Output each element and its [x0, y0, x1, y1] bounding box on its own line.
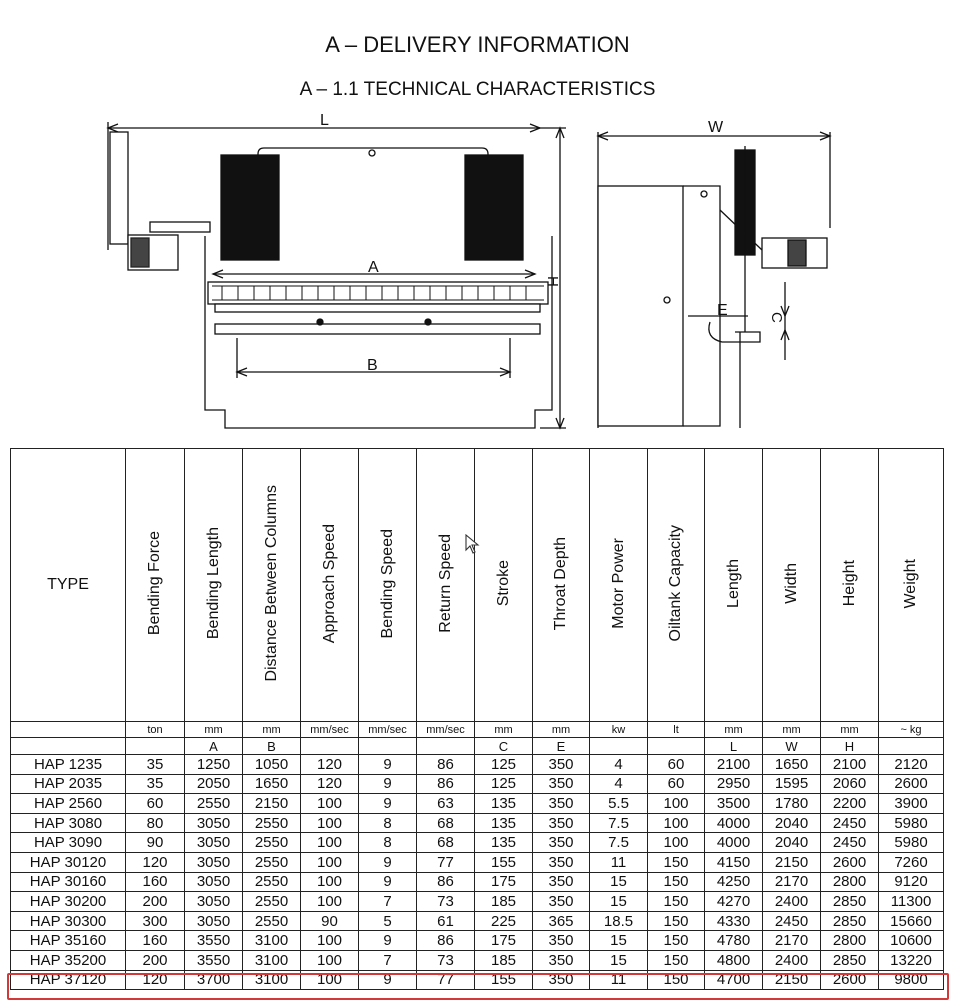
table-row	[11, 950, 944, 970]
column-header: Length	[705, 449, 763, 722]
value-cell: 150	[648, 950, 705, 970]
value-cell: 1650	[763, 755, 821, 775]
dimension-letters-row	[11, 738, 944, 755]
value-cell: 2120	[879, 755, 944, 775]
value-cell: 3050	[185, 911, 243, 931]
value-cell: 350	[533, 970, 590, 990]
letter-cell: B	[243, 738, 301, 755]
unit-cell: mm	[705, 722, 763, 738]
column-header: Throat Depth	[533, 449, 590, 722]
value-cell: 2600	[821, 970, 879, 990]
value-cell: 3050	[185, 852, 243, 872]
value-cell: 68	[417, 833, 475, 853]
value-cell: 125	[475, 774, 533, 794]
value-cell: 4800	[705, 950, 763, 970]
value-cell: 300	[126, 911, 185, 931]
table-row	[11, 931, 944, 951]
mouse-cursor-icon	[465, 534, 481, 556]
value-cell: 350	[533, 872, 590, 892]
value-cell: 150	[648, 872, 705, 892]
value-cell: 2040	[763, 813, 821, 833]
value-cell: 3100	[243, 931, 301, 951]
value-cell: 2550	[243, 892, 301, 912]
value-cell: 7.5	[590, 833, 648, 853]
model-cell: HAP 30200	[11, 892, 126, 912]
unit-cell: mm	[763, 722, 821, 738]
value-cell: 2550	[243, 872, 301, 892]
value-cell: 9	[359, 970, 417, 990]
value-cell: 350	[533, 833, 590, 853]
table-row-highlighted	[11, 970, 944, 990]
value-cell: 2450	[821, 833, 879, 853]
value-cell: 3500	[705, 794, 763, 814]
value-cell: 10600	[879, 931, 944, 951]
value-cell: 2060	[821, 774, 879, 794]
unit-cell: mm	[185, 722, 243, 738]
value-cell: 160	[126, 872, 185, 892]
value-cell: 15	[590, 872, 648, 892]
value-cell: 350	[533, 755, 590, 775]
label-l: L	[320, 112, 329, 129]
letter-cell	[417, 738, 475, 755]
value-cell: 100	[301, 794, 359, 814]
column-header-type: TYPE	[11, 449, 126, 722]
value-cell: 4150	[705, 852, 763, 872]
unit-cell: ~ kg	[879, 722, 944, 738]
value-cell: 18.5	[590, 911, 648, 931]
value-cell: 60	[648, 755, 705, 775]
value-cell: 3050	[185, 833, 243, 853]
value-cell: 2800	[821, 872, 879, 892]
value-cell: 9	[359, 794, 417, 814]
table-row	[11, 774, 944, 794]
value-cell: 2600	[821, 852, 879, 872]
value-cell: 3700	[185, 970, 243, 990]
value-cell: 86	[417, 872, 475, 892]
value-cell: 1050	[243, 755, 301, 775]
value-cell: 80	[126, 813, 185, 833]
page-title: A – DELIVERY INFORMATION	[325, 32, 630, 57]
value-cell: 100	[301, 872, 359, 892]
value-cell: 4250	[705, 872, 763, 892]
value-cell: 2150	[763, 970, 821, 990]
value-cell: 2400	[763, 950, 821, 970]
model-cell: HAP 35160	[11, 931, 126, 951]
model-cell: HAP 3080	[11, 813, 126, 833]
letter-cell	[359, 738, 417, 755]
value-cell: 4330	[705, 911, 763, 931]
value-cell: 2100	[705, 755, 763, 775]
table-row	[11, 911, 944, 931]
unit-cell: mm/sec	[301, 722, 359, 738]
value-cell: 9	[359, 755, 417, 775]
unit-cell: kw	[590, 722, 648, 738]
value-cell: 4700	[705, 970, 763, 990]
column-header: Weight	[879, 449, 944, 722]
value-cell: 2040	[763, 833, 821, 853]
label-a: A	[368, 259, 379, 276]
unit-cell: mm	[533, 722, 590, 738]
value-cell: 2170	[763, 872, 821, 892]
value-cell: 13220	[879, 950, 944, 970]
value-cell: 100	[301, 970, 359, 990]
value-cell: 9	[359, 931, 417, 951]
column-header: Bending Force	[126, 449, 185, 722]
value-cell: 11	[590, 970, 648, 990]
value-cell: 2850	[821, 892, 879, 912]
value-cell: 9	[359, 872, 417, 892]
value-cell: 4000	[705, 813, 763, 833]
value-cell: 155	[475, 970, 533, 990]
value-cell: 9	[359, 774, 417, 794]
unit-cell: mm	[475, 722, 533, 738]
value-cell: 350	[533, 774, 590, 794]
value-cell: 3550	[185, 950, 243, 970]
value-cell: 100	[301, 852, 359, 872]
value-cell: 1595	[763, 774, 821, 794]
unit-cell: mm/sec	[417, 722, 475, 738]
value-cell: 9120	[879, 872, 944, 892]
value-cell: 9	[359, 852, 417, 872]
value-cell: 5980	[879, 833, 944, 853]
value-cell: 150	[648, 931, 705, 951]
unit-cell: mm/sec	[359, 722, 417, 738]
value-cell: 2100	[821, 755, 879, 775]
value-cell: 120	[126, 970, 185, 990]
value-cell: 1250	[185, 755, 243, 775]
letter-cell: W	[763, 738, 821, 755]
unit-cell: mm	[821, 722, 879, 738]
value-cell: 100	[301, 892, 359, 912]
value-cell: 2200	[821, 794, 879, 814]
value-cell: 150	[648, 970, 705, 990]
value-cell: 4270	[705, 892, 763, 912]
column-header: Oiltank Capacity	[648, 449, 705, 722]
value-cell: 5	[359, 911, 417, 931]
letter-cell	[590, 738, 648, 755]
value-cell: 100	[301, 950, 359, 970]
control-panel-icon	[131, 238, 149, 267]
table-row	[11, 794, 944, 814]
value-cell: 5980	[879, 813, 944, 833]
value-cell: 185	[475, 950, 533, 970]
value-cell: 135	[475, 794, 533, 814]
value-cell: 4780	[705, 931, 763, 951]
value-cell: 5.5	[590, 794, 648, 814]
value-cell: 9800	[879, 970, 944, 990]
value-cell: 4	[590, 755, 648, 775]
value-cell: 150	[648, 911, 705, 931]
value-cell: 100	[648, 833, 705, 853]
table-row	[11, 755, 944, 775]
model-cell: HAP 35200	[11, 950, 126, 970]
letter-cell	[879, 738, 944, 755]
value-cell: 350	[533, 892, 590, 912]
letter-cell	[648, 738, 705, 755]
unit-cell: lt	[648, 722, 705, 738]
column-header: Height	[821, 449, 879, 722]
value-cell: 90	[126, 833, 185, 853]
table-row	[11, 813, 944, 833]
value-cell: 2550	[185, 794, 243, 814]
table-row	[11, 833, 944, 853]
value-cell: 175	[475, 872, 533, 892]
value-cell: 120	[301, 774, 359, 794]
value-cell: 61	[417, 911, 475, 931]
letter-cell: A	[185, 738, 243, 755]
value-cell: 3050	[185, 892, 243, 912]
value-cell: 100	[648, 813, 705, 833]
column-header: Return Speed	[417, 449, 475, 722]
value-cell: 35	[126, 755, 185, 775]
model-cell: HAP 2560	[11, 794, 126, 814]
letter-cell	[126, 738, 185, 755]
value-cell: 3900	[879, 794, 944, 814]
value-cell: 120	[126, 852, 185, 872]
value-cell: 175	[475, 931, 533, 951]
value-cell: 7	[359, 950, 417, 970]
value-cell: 365	[533, 911, 590, 931]
value-cell: 100	[301, 813, 359, 833]
model-cell: HAP 37120	[11, 970, 126, 990]
value-cell: 350	[533, 794, 590, 814]
value-cell: 2170	[763, 931, 821, 951]
value-cell: 35	[126, 774, 185, 794]
value-cell: 86	[417, 755, 475, 775]
value-cell: 77	[417, 852, 475, 872]
letter-cell: L	[705, 738, 763, 755]
units-row	[11, 722, 944, 738]
value-cell: 350	[533, 813, 590, 833]
value-cell: 150	[648, 892, 705, 912]
value-cell: 100	[301, 833, 359, 853]
value-cell: 135	[475, 833, 533, 853]
value-cell: 200	[126, 892, 185, 912]
value-cell: 11300	[879, 892, 944, 912]
value-cell: 350	[533, 852, 590, 872]
technical-characteristics-table	[10, 448, 944, 990]
value-cell: 2550	[243, 852, 301, 872]
value-cell: 1780	[763, 794, 821, 814]
value-cell: 155	[475, 852, 533, 872]
value-cell: 7260	[879, 852, 944, 872]
model-cell: HAP 30300	[11, 911, 126, 931]
table-row	[11, 892, 944, 912]
label-c: C	[768, 312, 785, 323]
value-cell: 15	[590, 892, 648, 912]
value-cell: 2950	[705, 774, 763, 794]
label-w: W	[708, 119, 724, 136]
unit-cell: mm	[243, 722, 301, 738]
value-cell: 8	[359, 833, 417, 853]
column-header: Width	[763, 449, 821, 722]
value-cell: 15	[590, 931, 648, 951]
value-cell: 2450	[763, 911, 821, 931]
value-cell: 100	[648, 794, 705, 814]
value-cell: 73	[417, 892, 475, 912]
unit-cell	[11, 722, 126, 738]
value-cell: 2050	[185, 774, 243, 794]
model-cell: HAP 1235	[11, 755, 126, 775]
value-cell: 11	[590, 852, 648, 872]
value-cell: 2150	[763, 852, 821, 872]
value-cell: 77	[417, 970, 475, 990]
letter-cell: H	[821, 738, 879, 755]
value-cell: 68	[417, 813, 475, 833]
value-cell: 15	[590, 950, 648, 970]
value-cell: 90	[301, 911, 359, 931]
value-cell: 1650	[243, 774, 301, 794]
column-header: Distance Between Columns	[243, 449, 301, 722]
value-cell: 2550	[243, 813, 301, 833]
value-cell: 3100	[243, 970, 301, 990]
value-cell: 2600	[879, 774, 944, 794]
value-cell: 2850	[821, 950, 879, 970]
model-cell: HAP 30160	[11, 872, 126, 892]
value-cell: 63	[417, 794, 475, 814]
letter-cell: C	[475, 738, 533, 755]
value-cell: 225	[475, 911, 533, 931]
value-cell: 2450	[821, 813, 879, 833]
value-cell: 200	[126, 950, 185, 970]
value-cell: 2550	[243, 833, 301, 853]
value-cell: 15660	[879, 911, 944, 931]
letter-cell	[11, 738, 126, 755]
table-row	[11, 852, 944, 872]
value-cell: 60	[648, 774, 705, 794]
value-cell: 4	[590, 774, 648, 794]
value-cell: 120	[301, 755, 359, 775]
value-cell: 7.5	[590, 813, 648, 833]
header-row	[11, 449, 944, 722]
value-cell: 150	[648, 852, 705, 872]
value-cell: 135	[475, 813, 533, 833]
letter-cell: E	[533, 738, 590, 755]
value-cell: 2150	[243, 794, 301, 814]
machine-drawing	[0, 110, 955, 440]
label-b: B	[367, 357, 378, 374]
label-e: E	[717, 302, 728, 319]
value-cell: 8	[359, 813, 417, 833]
column-header: Stroke	[475, 449, 533, 722]
model-cell: HAP 2035	[11, 774, 126, 794]
value-cell: 350	[533, 950, 590, 970]
value-cell: 185	[475, 892, 533, 912]
value-cell: 86	[417, 931, 475, 951]
value-cell: 2850	[821, 911, 879, 931]
value-cell: 2400	[763, 892, 821, 912]
value-cell: 86	[417, 774, 475, 794]
model-cell: HAP 30120	[11, 852, 126, 872]
value-cell: 2550	[243, 911, 301, 931]
value-cell: 100	[301, 931, 359, 951]
value-cell: 3050	[185, 813, 243, 833]
value-cell: 3050	[185, 872, 243, 892]
value-cell: 2800	[821, 931, 879, 951]
value-cell: 3550	[185, 931, 243, 951]
column-header: Motor Power	[590, 449, 648, 722]
value-cell: 125	[475, 755, 533, 775]
column-header: Bending Speed	[359, 449, 417, 722]
value-cell: 7	[359, 892, 417, 912]
value-cell: 3100	[243, 950, 301, 970]
value-cell: 73	[417, 950, 475, 970]
value-cell: 60	[126, 794, 185, 814]
column-header: Bending Length	[185, 449, 243, 722]
value-cell: 4000	[705, 833, 763, 853]
value-cell: 160	[126, 931, 185, 951]
letter-cell	[301, 738, 359, 755]
model-cell: HAP 3090	[11, 833, 126, 853]
table-row	[11, 872, 944, 892]
label-h: H	[544, 276, 561, 287]
column-header: Approach Speed	[301, 449, 359, 722]
section-title: A – 1.1 TECHNICAL CHARACTERISTICS	[299, 79, 656, 100]
unit-cell: ton	[126, 722, 185, 738]
value-cell: 350	[533, 931, 590, 951]
